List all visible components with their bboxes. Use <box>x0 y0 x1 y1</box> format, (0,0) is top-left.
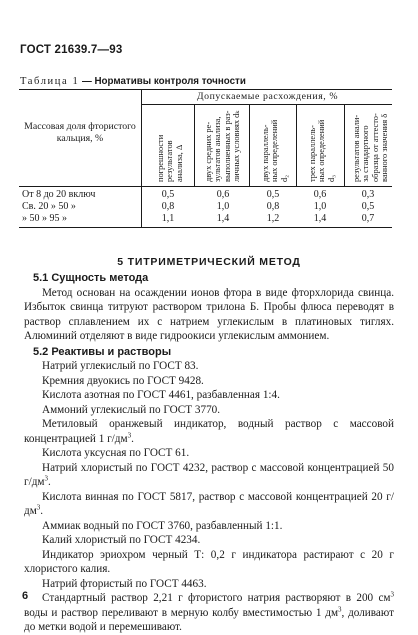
reagent-line: Кислота винная по ГОСТ 5817, раствор с массовой концентрацией 20 $г/дм^3$. <box>24 490 394 517</box>
value-cell: 1,4 <box>313 213 327 224</box>
range-cell: » 50 » 95 » <box>22 213 67 224</box>
col-header-reference-sample: результатов анали- за стандартного образца от аттесто- ванного значения δ <box>352 113 389 182</box>
col-header-error: погрешности результатов анализа, Δ <box>156 134 184 182</box>
method-principle-paragraph: Метод основан на осаждении ионов фтора в виде фторхлорида свинца. Избыток свинца титруют раствором трилона Б. Пробы флюса переводят в раствор сплавлением их с натрием углекислым в платиновых тиглях. Алюминий отделяют в виде гидроокиси углекислым аммонием. <box>24 286 394 342</box>
col-header-two-parallel: двух параллель- ных определений d₂ <box>261 119 289 182</box>
table-row <box>19 189 392 201</box>
section-body <box>24 270 394 635</box>
reagent-line: Индикатор эриохром черный Т: 0,2 г индикатора растирают с 20 г хлористого калия. <box>24 548 394 575</box>
reagent-line: Калий хлористый по ГОСТ 4234. <box>42 534 201 546</box>
reagent-line: Натрий хлористый по ГОСТ 4232, раствор с массовой концентрацией 50 $г/дм^3$. <box>24 461 394 488</box>
value-cell: 0,8 <box>161 201 175 212</box>
reagent-line: Натрий углекислый по ГОСТ 83. <box>42 360 199 372</box>
reagent-line: Метиловый оранжевый индикатор, водный раствор с массовой концентрацией 1 $г/дм^3$. <box>24 418 394 445</box>
value-cell: 0,5 <box>361 201 375 212</box>
col-header-three-parallel: трех параллель- ных определений d₃ <box>308 119 336 182</box>
subsection-heading-reagents: 5.2 Реактивы и растворы <box>33 345 172 358</box>
value-cell: 0,8 <box>266 201 280 212</box>
reagent-line: Стандартный раствор 2,21 г фтористого натрия растворяют в 200 $см^3$ воды и раствор переливают в мерную колбу вместимостью 1 $дм^3$, доливают до метки водой и перемешивают. <box>24 590 394 633</box>
table-row <box>19 213 392 225</box>
table-caption-title: — Нормативы контроля точности <box>81 76 246 87</box>
reagent-line: Аммиак водный по ГОСТ 3760, разбавленный 1:1. <box>42 519 283 532</box>
value-cell: 0,6 <box>216 189 230 200</box>
reagent-line: Кислота уксусная по ГОСТ 61. <box>42 447 190 459</box>
mass-fraction-header: Массовая доля фтористого кальция, % <box>24 121 136 144</box>
value-cell: 0,5 <box>266 189 280 200</box>
reagent-line: Кремния двуокись по ГОСТ 9428. <box>42 374 204 387</box>
col-header-two-means: двух средних ре- зультатов анализа, выполненных в раз- личных условиях dₖ <box>204 110 241 182</box>
reagent-line: Кислота азотная по ГОСТ 4461, разбавленная 1:4. <box>42 389 280 401</box>
table-row <box>19 201 392 213</box>
page-number: 6 <box>22 590 29 602</box>
range-cell: Св. 20 » 50 » <box>22 201 76 212</box>
reagent-line: Аммоний углекислый по ГОСТ 3770. <box>42 403 221 416</box>
table-caption <box>20 76 246 87</box>
value-cell: 1,0 <box>216 201 230 212</box>
tolerances-header: Допускаемые расхождения, % <box>196 91 339 102</box>
value-cell: 0,3 <box>361 189 375 200</box>
value-cell: 0,6 <box>313 189 327 200</box>
value-cell: 1,4 <box>216 213 230 224</box>
value-cell: 1,0 <box>313 201 327 212</box>
section-title: 5 ТИТРИМЕТРИЧЕСКИЙ МЕТОД <box>117 256 301 268</box>
reagent-line: Натрий фтористый по ГОСТ 4463. <box>42 577 207 590</box>
value-cell: 0,5 <box>161 189 175 200</box>
value-cell: 0,7 <box>361 213 375 224</box>
subsection-heading-principle: 5.1 Сущность метода <box>33 272 149 284</box>
standard-header: ГОСТ 21639.7—93 <box>20 44 123 56</box>
value-cell: 1,2 <box>266 213 280 224</box>
table-caption-label: Таблица 1 <box>20 76 80 87</box>
range-cell: От 8 до 20 включ <box>22 189 96 200</box>
value-cell: 1,1 <box>161 213 175 224</box>
